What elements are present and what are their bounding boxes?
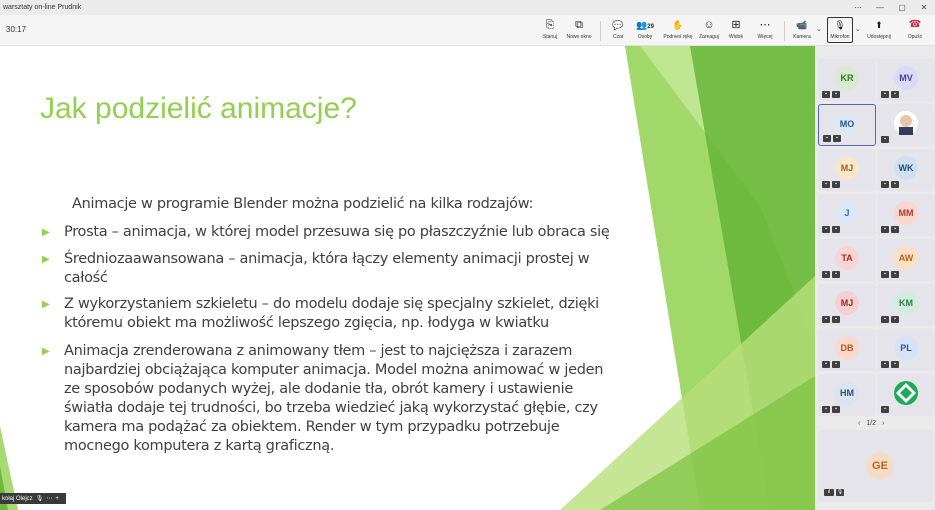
microphone-muted-icon: ▪ — [881, 406, 889, 413]
participant-tile[interactable] — [818, 284, 876, 326]
tile-status — [822, 271, 840, 278]
participant-tile[interactable] — [877, 329, 935, 371]
microphone-button[interactable]: 🎙 Mikrofon — [827, 17, 853, 43]
participant-tile[interactable] — [818, 329, 876, 371]
avatar: MO — [835, 112, 859, 136]
microphone-chevron-down-icon[interactable]: ⌄ — [855, 26, 861, 33]
hand-icon: ▪ — [881, 181, 889, 188]
microphone-muted-icon: 🎙 — [836, 489, 844, 495]
previous-page-button[interactable]: ‹ — [858, 420, 861, 427]
camera-chevron-down-icon[interactable]: ⌄ — [816, 26, 822, 33]
raise-hand-icon: ✋ — [672, 20, 684, 30]
microphone-icon: 🎙 — [35, 496, 44, 502]
people-button[interactable]: 👥29 Osoby — [636, 20, 654, 40]
window-controls — [847, 0, 935, 15]
page-indicator: 1/2 — [866, 420, 877, 427]
microphone-muted-icon: ▪ — [832, 226, 840, 233]
tile-status — [881, 271, 899, 278]
tile-status — [822, 361, 840, 368]
minimize-button[interactable]: — — [876, 3, 884, 12]
microphone-muted-icon: ▪ — [881, 136, 889, 143]
more-icon[interactable]: ⋯ — [46, 496, 53, 502]
raise-hand-button[interactable]: ✋ Podnieś rękę — [663, 20, 693, 40]
microphone-muted-icon: ▪ — [891, 226, 899, 233]
react-button[interactable]: ☺ Zareaguj — [699, 19, 719, 40]
hand-icon: ▪ — [822, 91, 830, 98]
meeting-timer: 30:17 — [6, 25, 27, 34]
microphone-muted-icon: ▪ — [832, 316, 840, 323]
title-bar — [0, 0, 935, 15]
slide-intro: Animacje w programie Blender można podzielić na kilka rodzajów: — [72, 196, 534, 212]
more-button[interactable]: ⋯ Więcej — [757, 19, 773, 40]
tile-status — [881, 91, 899, 98]
gallery-pager — [858, 420, 884, 427]
participant-tile[interactable] — [877, 149, 935, 191]
new-window-button[interactable]: ⧉ Nowe okno — [566, 19, 592, 40]
microphone-muted-icon: ▪ — [891, 361, 899, 368]
bullet-item: ▶ Z wykorzystaniem szkieletu – do modelu dodaje się specjalny szkielet, dzięki któremu obiekt ma możliwość lepszego zgięcia, np. łodyga w kwiatku — [42, 296, 599, 331]
microphone-muted-icon: ▪ — [832, 406, 840, 413]
avatar: J — [835, 201, 859, 225]
hand-icon: ▪ — [823, 135, 831, 142]
meeting-toolbar — [0, 15, 935, 46]
participant-tile[interactable] — [818, 374, 876, 416]
tile-status — [881, 406, 889, 413]
bullet-item: ▶ Prosta – animacja, w której model przesuwa się po płaszczyźnie lub obraca się — [42, 224, 610, 240]
hand-icon: ▪ — [881, 361, 889, 368]
chat-button[interactable]: 💬 Czat — [612, 20, 624, 40]
avatar: KM — [894, 291, 918, 315]
arrow-bullet-icon: ▶ — [42, 299, 50, 310]
microphone-muted-icon: ▪ — [832, 271, 840, 278]
tile-status — [822, 406, 840, 413]
hand-icon: ▪ — [822, 181, 830, 188]
participant-tile[interactable] — [818, 59, 876, 101]
view-button[interactable]: ⊞ Widok — [729, 19, 743, 40]
view-icon: ⊞ — [731, 19, 741, 31]
participant-tile[interactable] — [877, 374, 935, 416]
tile-status — [822, 181, 840, 188]
people-icon: 👥29 — [636, 20, 654, 30]
avatar: TA — [835, 246, 859, 270]
participant-tile[interactable] — [818, 149, 876, 191]
tile-status — [881, 181, 899, 188]
tile-status — [881, 361, 899, 368]
signal-icon: ıl — [824, 489, 834, 496]
participant-tile[interactable] — [877, 239, 935, 281]
separator — [600, 21, 601, 41]
participant-tile[interactable] — [877, 59, 935, 101]
avatar: MJ — [835, 291, 859, 315]
camera-button[interactable]: 📹 Kamera — [793, 20, 811, 40]
hand-icon: ▪ — [822, 361, 830, 368]
participant-tile[interactable] — [818, 194, 876, 236]
microphone-muted-icon: ▪ — [833, 135, 841, 142]
microphone-muted-icon: ▪ — [891, 181, 899, 188]
hand-icon: ▪ — [822, 316, 830, 323]
hand-icon: ▪ — [881, 271, 889, 278]
app-logo-icon — [894, 381, 918, 405]
more-options-button[interactable]: ⋯ — [854, 3, 862, 12]
leave-icon: ☎ — [908, 19, 922, 30]
stage-button[interactable]: ⎘ Stanuj — [542, 19, 558, 40]
shared-slide — [0, 46, 815, 510]
avatar: MM — [894, 201, 918, 225]
presenter-name-tag: kołaj Olejcz 🎙 ⋯ + — [0, 493, 66, 504]
avatar-photo — [894, 111, 918, 135]
bullet-item: ▶ Animacja zrenderowana z animowany tłem – jest to najcięższa i zarazem najbardziej obciążająca komputer animacja. Model można animować w jeden ze sposobów podanych wyżej, ale dodanie tła, obrót kamery i ustawienie światła dodaje tej trudności, bo trzeba wiedzieć jaką wykorzystać głębie, czy kamera ma podążać za obiektem. Render w tym przypadku potrzebuje mocnego komputera z kartą graficzną. — [42, 343, 604, 454]
new-window-icon: ⧉ — [575, 19, 583, 31]
tile-status — [822, 226, 840, 233]
tile-status — [881, 316, 899, 323]
next-page-button[interactable]: › — [882, 420, 885, 427]
screen-icon: ⎘ — [545, 19, 555, 31]
microphone-muted-icon: ▪ — [891, 316, 899, 323]
tile-status — [881, 136, 889, 143]
slide-title: Jak podzielić animacje? — [40, 92, 357, 125]
avatar: WK — [894, 156, 918, 180]
participant-tile[interactable] — [818, 104, 876, 146]
microphone-icon: 🎙 — [834, 20, 846, 30]
participant-tile[interactable] — [877, 104, 935, 146]
avatar: DB — [835, 336, 859, 360]
microphone-muted-icon: ▪ — [891, 91, 899, 98]
camera-icon: 📹 — [796, 20, 808, 30]
maximize-button[interactable]: ▢ — [898, 3, 906, 12]
avatar: HM — [835, 381, 859, 405]
spotlight-participant-tile[interactable] — [818, 430, 934, 502]
hand-icon: ▪ — [881, 316, 889, 323]
hand-icon: ▪ — [881, 91, 889, 98]
avatar: MJ — [835, 156, 859, 180]
close-button[interactable]: ✕ — [920, 3, 928, 12]
participant-tile[interactable] — [818, 239, 876, 281]
arrow-bullet-icon: ▶ — [42, 227, 50, 238]
people-count: 29 — [647, 24, 654, 30]
window-title: warsztaty on-line Prudnik — [3, 4, 82, 11]
more-icon: ⋯ — [759, 19, 771, 31]
participant-tile[interactable] — [877, 284, 935, 326]
microphone-muted-icon: ▪ — [832, 361, 840, 368]
hand-icon: ▪ — [822, 226, 830, 233]
avatar: GE — [866, 452, 894, 480]
participant-tile[interactable] — [877, 194, 935, 236]
leave-button[interactable]: ☎ Opuść — [907, 19, 923, 40]
bullet-item: ▶ Średniozaawansowana – animacja, która łączy elementy animacji prostej w całość — [42, 251, 590, 286]
add-icon[interactable]: + — [55, 495, 59, 502]
react-icon: ☺ — [703, 19, 715, 31]
share-icon: ⬆ — [875, 20, 883, 30]
tile-status — [823, 135, 841, 142]
chat-icon: 💬 — [612, 20, 624, 30]
avatar: MV — [894, 66, 918, 90]
arrow-bullet-icon: ▶ — [42, 346, 50, 357]
separator — [784, 21, 785, 41]
tile-status — [824, 489, 844, 496]
share-button[interactable]: ⬆ Udostępnij — [867, 20, 891, 40]
avatar: PL — [894, 336, 918, 360]
hand-icon: ▪ — [881, 226, 889, 233]
hand-icon: ▪ — [822, 271, 830, 278]
tile-status — [822, 316, 840, 323]
tile-status — [881, 226, 899, 233]
microphone-muted-icon: ▪ — [832, 91, 840, 98]
microphone-muted-icon: ▪ — [832, 181, 840, 188]
hand-icon: ▪ — [822, 406, 830, 413]
avatar: AW — [894, 246, 918, 270]
arrow-bullet-icon: ▶ — [42, 254, 50, 265]
avatar: KR — [835, 66, 859, 90]
tile-status — [822, 91, 840, 98]
microphone-muted-icon: ▪ — [891, 271, 899, 278]
